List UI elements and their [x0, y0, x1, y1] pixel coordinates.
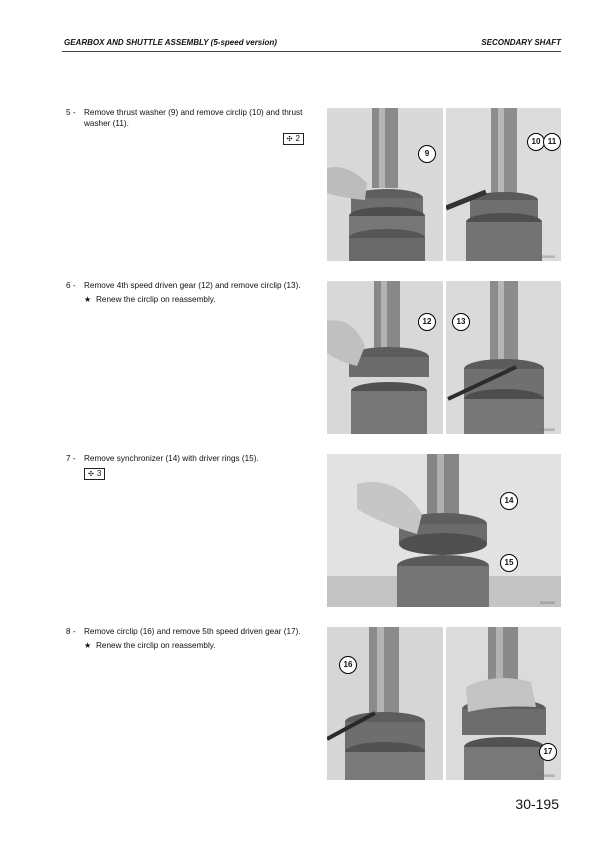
callout-11: 11: [543, 133, 561, 151]
step-text: Remove circlip (16) and remove 5th speed driven gear (17).: [84, 627, 301, 636]
gearbox-shaft-photo: [327, 454, 561, 607]
gearbox-shaft-photo: [327, 627, 443, 780]
step-text: Remove synchronizer (14) with driver rings (15).: [84, 454, 259, 463]
tool-reference: [84, 468, 105, 480]
page-number: 30-195: [515, 796, 559, 812]
step-7: [66, 453, 310, 480]
step-number: 7 -: [66, 454, 76, 463]
photo-circlip-16-removal: [327, 627, 443, 780]
step-note: [84, 294, 310, 305]
step-number: 6 -: [66, 281, 76, 290]
photo-synchronizer-removal: [327, 454, 561, 607]
callout-12: 12: [418, 313, 436, 331]
gearbox-shaft-photo: [446, 281, 561, 434]
step-text: Remove thrust washer (9) and remove circlip (10) and thrust washer (11).: [84, 108, 303, 128]
callout-9: 9: [418, 145, 436, 163]
gearbox-shaft-photo: [327, 108, 443, 261]
header-rule: [62, 51, 561, 52]
step-number: 5 -: [66, 108, 76, 117]
photo-code: RD99000: [540, 601, 555, 605]
tool-reference-icon: ✣: [286, 136, 293, 143]
tool-reference-number: 2: [295, 134, 300, 143]
step-note: [84, 640, 310, 651]
callout-10: 10: [527, 133, 545, 151]
step-8: [66, 626, 310, 651]
step-number: 8 -: [66, 627, 76, 636]
tool-reference: [283, 133, 304, 145]
gearbox-shaft-photo: [327, 281, 443, 434]
photo-code: RD99000: [540, 774, 555, 778]
photo-4th-gear-removal: [327, 281, 443, 434]
callout-16: 16: [339, 656, 357, 674]
step-6: [66, 280, 310, 305]
step-text: Remove 4th speed driven gear (12) and remove circlip (13).: [84, 281, 301, 290]
header-section-title: GEARBOX AND SHUTTLE ASSEMBLY (5-speed version): [64, 38, 277, 47]
star-icon: ★: [84, 641, 92, 650]
photo-circlip-removal: [446, 108, 561, 261]
gearbox-shaft-photo: [446, 108, 561, 261]
photo-thrust-washer-removal: [327, 108, 443, 261]
callout-14: 14: [500, 492, 518, 510]
callout-17: 17: [539, 743, 557, 761]
callout-13: 13: [452, 313, 470, 331]
photo-code: RD99000: [540, 428, 555, 432]
photo-circlip-13-removal: [446, 281, 561, 434]
star-icon: ★: [84, 295, 92, 304]
note-text: Renew the circlip on reassembly.: [96, 295, 216, 304]
photo-code: RD99000: [540, 255, 555, 259]
tool-reference-number: 3: [96, 469, 102, 478]
note-text: Renew the circlip on reassembly.: [96, 641, 216, 650]
callout-15: 15: [500, 554, 518, 572]
tool-reference-icon: ✣: [88, 471, 94, 478]
step-5: [66, 107, 310, 145]
header-chapter-title: SECONDARY SHAFT: [481, 38, 561, 47]
